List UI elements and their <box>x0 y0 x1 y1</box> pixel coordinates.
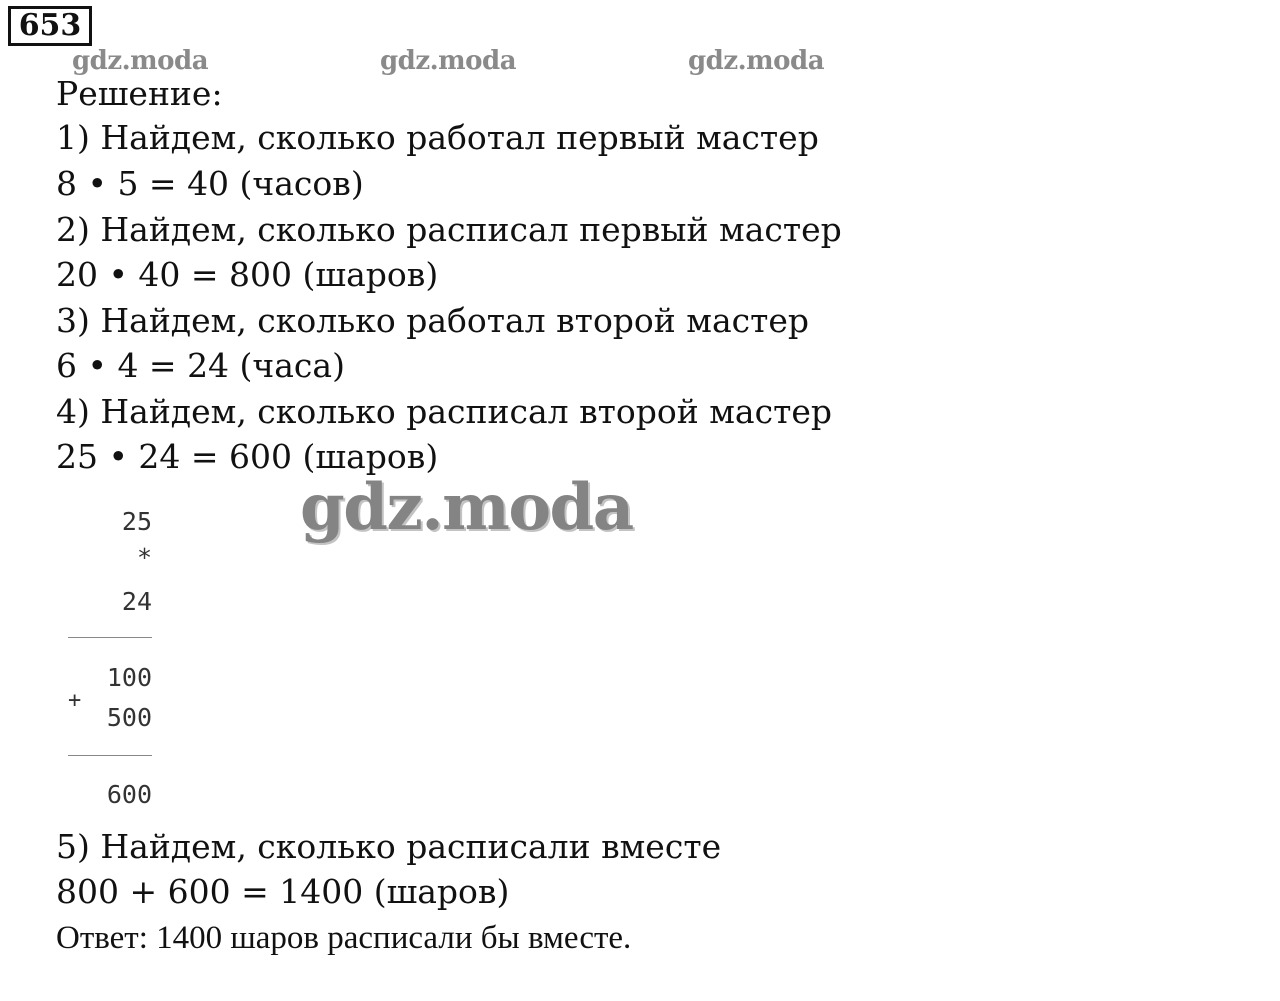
calc-plus-sign: + <box>68 688 82 713</box>
equation-2: 20 • 40 = 800 (шаров) <box>56 255 439 294</box>
calc-partial-2: 500 <box>106 703 152 732</box>
step-5-text: 5) Найдем, сколько расписали вместе <box>56 827 722 866</box>
equation-1: 8 • 5 = 40 (часов) <box>56 164 364 203</box>
watermark-small-3: gdz.moda <box>688 46 825 76</box>
step-3-text: 3) Найдем, сколько работал второй мастер <box>56 301 810 340</box>
watermark-small-2: gdz.moda <box>380 46 517 76</box>
watermark-big: gdz.moda <box>300 470 633 545</box>
calc-multiplier: 24 <box>121 587 152 616</box>
equation-3: 6 • 4 = 24 (часа) <box>56 346 345 385</box>
calc-partial-1: 100 <box>106 663 152 692</box>
step-1-text: 1) Найдем, сколько работал первый мастер <box>56 118 819 157</box>
calc-multiplicand: 25 <box>121 507 152 536</box>
watermark-small-1: gdz.moda <box>72 46 209 76</box>
calc-result: 600 <box>106 780 152 809</box>
step-4-text: 4) Найдем, сколько расписал второй мастер <box>56 392 832 431</box>
equation-5: 800 + 600 = 1400 (шаров) <box>56 872 510 911</box>
calc-divider-1 <box>68 637 152 638</box>
equation-4: 25 • 24 = 600 (шаров) <box>56 437 439 476</box>
step-2-text: 2) Найдем, сколько расписал первый мастер <box>56 210 842 249</box>
calc-divider-2 <box>68 755 152 756</box>
calc-multiply-sign: * <box>136 543 152 572</box>
task-number-box: 653 <box>8 6 92 46</box>
answer-text: Ответ: 1400 шаров расписали бы вместе. <box>56 920 632 956</box>
solution-heading: Решение: <box>56 74 223 113</box>
